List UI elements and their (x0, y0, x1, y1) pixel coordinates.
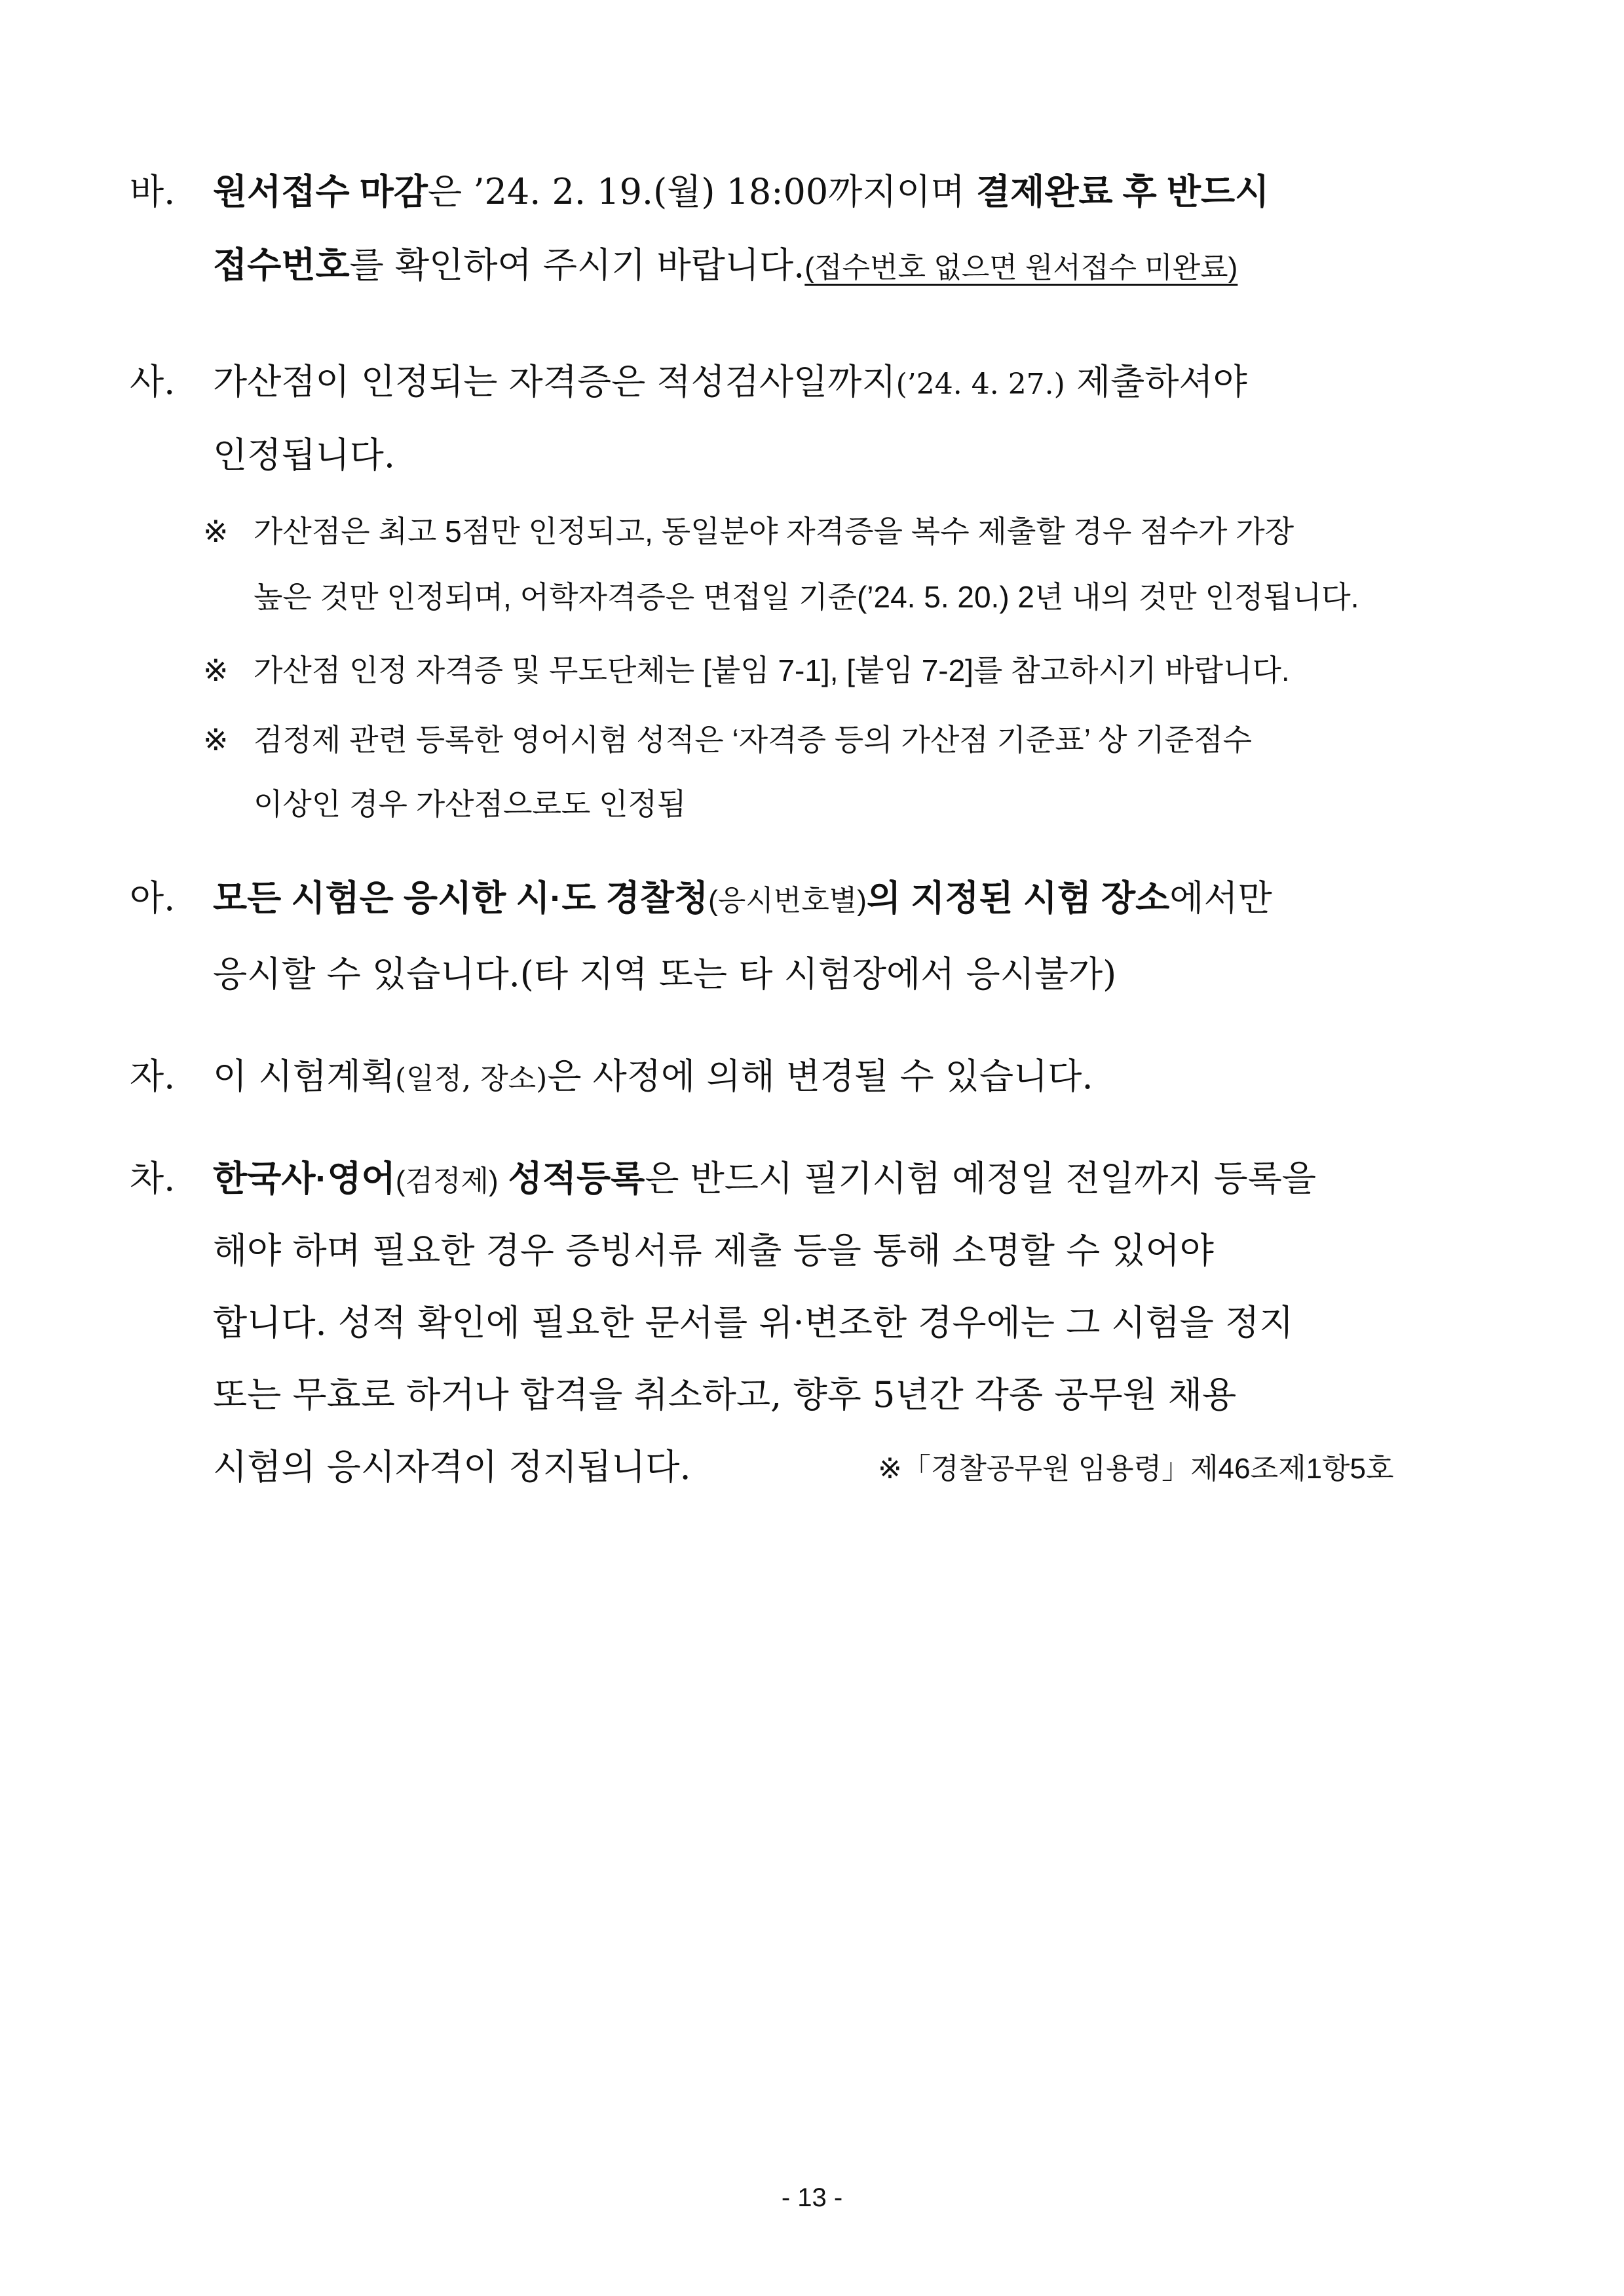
reference-mark-icon: ※ (203, 723, 229, 757)
document-page: 바. 원서접수 마감은 ’24. 2. 19.(월) 18:00까지이며 결제완료 후 반드시 접수번호를 확인하여 주시기 바랍니다.(접수번호 없으면 원서접수 미완료) 사. 가산점이 인정되는 자격증은 적성검사일까지(’24. 4. 27.) 제출하셔야 인정됩니다. ※ 가산점은 최고 5점만 인정되고, 동일분야 자격증을 복수 제출할 경우 점수가 가장 높은 것만 인정되며, 어학자격증은 면접일 기준(’24. 5. 20.) 2년 내의 것만 인정됩니다. ※ 가산점 인정 자격증 및 무도단체는 [붙임 7-1], [붙임 7-2]를 참고하시기 바랍니다. ※ 검정제 관련 등록한 영어시험 성적은 ‘자격증 등의 가산점 기준표’ 상 기준점수 이상인 경우 가산점으로도 인정됨 아. 모든 시험은 응시한 시·도 경찰청(응시번호별)의 지정된 시험 장소에서만 응시할 수 있습니다.(타 지역 또는 타 시험장에서 응시불가) 자. 이 시험계획(일정, 장소)은 사정에 의해 변경될 수 있습니다. 차. 한국사·영어(검정제) 성적등록은 반드시 필기시험 예정일 전일까지 등록을 해야 하며 필요한 경우 증빙서류 제출 등을 통해 소명할 수 있어야 합니다. 성적 확인에 필요한 문서를 위·변조한 경우에는 그 시험을 정지 또는 무효로 하거나 합격을 취소하고, 향후 5년간 각종 공무원 채용 시험의 응시자격이 정지됩니다. ※「경찰공무원 임용령」제46조제1항5호 - 13 - (0, 0, 1624, 2296)
page-number: - 13 - (781, 2183, 843, 2212)
legal-reference: ※「경찰공무원 임용령」제46조제1항5호 (878, 1453, 1394, 1485)
payment-emphasis: 결제완료 후 반드시 (976, 172, 1270, 212)
item-marker: 차. (130, 1158, 176, 1199)
deadline-emphasis: 원서접수 마감 (213, 172, 428, 212)
reference-mark-icon: ※ (203, 514, 229, 548)
reference-mark-icon: ※ (203, 653, 229, 687)
item-marker: 자. (130, 1056, 176, 1097)
receipt-number-emphasis: 접수번호 (213, 246, 350, 285)
item-marker: 바. (130, 171, 176, 212)
item-marker: 아. (130, 877, 176, 919)
item-marker: 사. (130, 361, 176, 402)
receipt-warning: (접수번호 없으면 원서접수 미완료) (804, 252, 1238, 284)
